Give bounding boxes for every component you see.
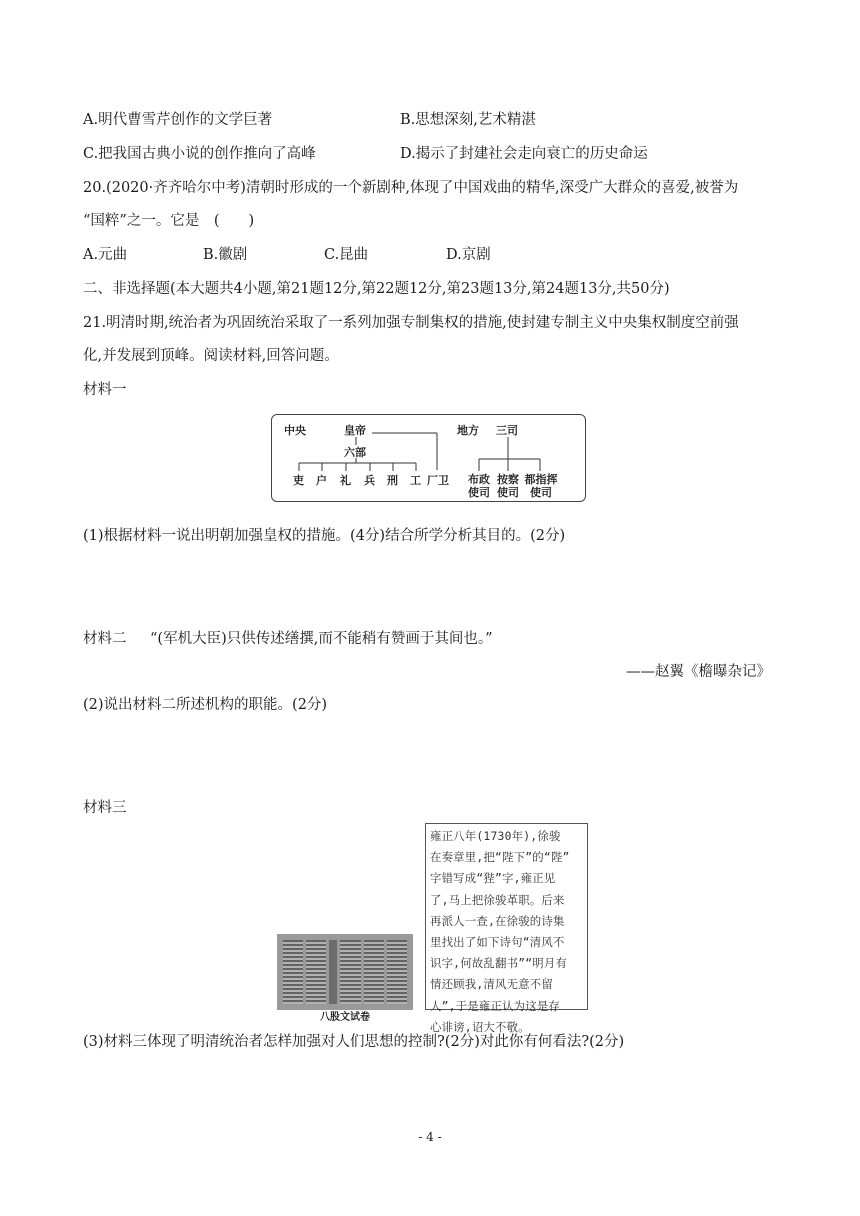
eight-legged-essay-photo	[277, 934, 413, 1010]
diagram-ministry-bing: 兵	[364, 474, 375, 487]
buzheng-line2: 使司	[468, 486, 490, 499]
ancha-line2: 使司	[497, 486, 519, 499]
diagram-duzhihui	[522, 473, 560, 499]
duzhihui-line2: 使司	[530, 486, 552, 499]
story-line: 情还顾我,清风无意不留	[430, 977, 553, 992]
diagram-changwei: 厂卫	[427, 474, 449, 487]
diagram-six-ministries: 六部	[344, 446, 366, 459]
diagram-buzheng	[464, 473, 494, 499]
q20-stem-line1: 20.(2020·齐齐哈尔中考)清朝时形成的一个新剧种,体现了中国戏曲的精华,深受广大群众的喜爱,被誉为	[83, 180, 739, 196]
diagram-ministry-gong: 工	[410, 474, 421, 487]
q20-option-d: D.京剧	[446, 247, 491, 263]
diagram-ministry-hu: 户	[316, 474, 327, 487]
story-line: 了,马上把徐骏革职。后来	[430, 892, 565, 907]
material2-quote: “(军机大臣)只供传述缮撰,而不能稍有赞画于其间也。”	[150, 631, 493, 647]
diagram-ministry-li-rites: 礼	[340, 474, 351, 487]
diagram-central-label: 中央	[284, 424, 306, 437]
q20-option-a: A.元曲	[83, 247, 128, 263]
q21-sub2: (2)说出材料二所述机构的职能。(2分)	[83, 697, 328, 713]
material2-label: 材料二	[83, 631, 127, 647]
diagram-emperor: 皇帝	[344, 424, 366, 437]
yongzheng-story-box	[425, 823, 588, 1034]
diagram-three-si: 三司	[496, 424, 518, 437]
diagram-ministry-li: 吏	[293, 474, 304, 487]
material3-label: 材料三	[83, 800, 127, 816]
q20-option-c: C.昆曲	[324, 247, 369, 263]
q21-stem-line2: 化,并发展到顶峰。阅读材料,回答问题。	[83, 348, 339, 364]
q19-option-b: B.思想深刻,艺术精湛	[400, 112, 536, 128]
q21-sub1: (1)根据材料一说出明朝加强皇权的措施。(4分)结合所学分析其目的。(2分)	[83, 528, 566, 544]
diagram-ancha	[493, 473, 523, 499]
diagram-ministry-xing: 刑	[387, 474, 398, 487]
story-line: 再派人一查,在徐骏的诗集	[430, 913, 565, 928]
q20-option-b: B.徽剧	[203, 247, 248, 263]
q19-option-d: D.揭示了封建社会走向衰亡的历史命运	[400, 146, 648, 162]
q21-sub3: (3)材料三体现了明清统治者怎样加强对人们思想的控制?(2分)对此你有何看法?(2分)	[83, 1034, 625, 1050]
q19-option-c: C.把我国古典小说的创作推向了高峰	[83, 146, 316, 162]
ming-structure-diagram	[271, 414, 586, 502]
ancha-line1: 按察	[497, 473, 519, 486]
material1-label: 材料一	[83, 382, 127, 398]
photo-caption: 八股文试卷	[320, 1012, 370, 1023]
diagram-local-label: 地方	[457, 424, 479, 437]
story-line: 识字,何故乱翻书”“明月有	[430, 956, 568, 971]
story-line: 雍正八年(1730年),徐骏	[430, 829, 561, 843]
page-number: - 4 -	[418, 1130, 442, 1144]
section2-heading: 二、非选择题(本大题共4小题,第21题12分,第22题12分,第23题13分,第24题13分,共50分)	[83, 281, 670, 297]
story-line: 心诽谤,诏大不敬。	[430, 1019, 530, 1034]
story-line: 字错写成“狴”字,雍正见	[430, 871, 556, 886]
story-line: 人”,于是雍正认为这是存	[430, 998, 561, 1013]
duzhihui-line1: 都指挥	[524, 473, 558, 486]
story-line: 里找出了如下诗句“清风不	[430, 935, 565, 950]
q21-stem-line1: 21.明清时期,统治者为巩固统治采取了一系列加强专制集权的措施,使封建专制主义中央集权制度空前强	[83, 315, 739, 331]
q19-option-a: A.明代曹雪芹创作的文学巨著	[83, 112, 273, 128]
buzheng-line1: 布政	[468, 473, 490, 486]
material2-source: ——赵翼《檐曝杂记》	[626, 664, 771, 680]
story-line: 在奏章里,把“陛下”的“陛”	[430, 850, 570, 865]
q20-stem-line2: “国粹”之一。它是 ( )	[83, 213, 255, 229]
